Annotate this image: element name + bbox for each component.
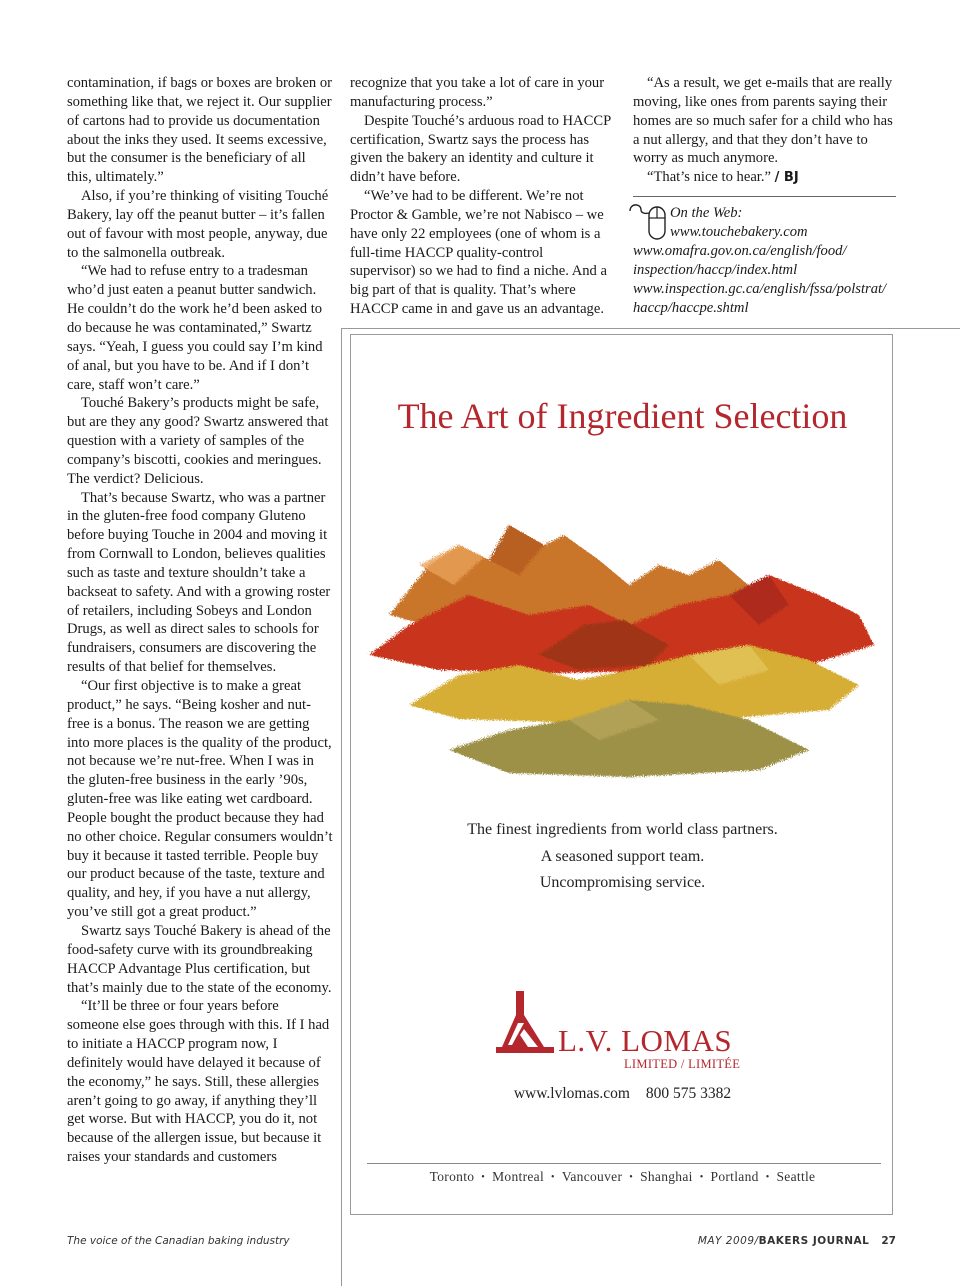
- footer-folio: [698, 1235, 896, 1247]
- web-link-continued[interactable]: inspection/haccp/index.html: [633, 261, 798, 278]
- web-link[interactable]: www.touchebakery.com: [670, 223, 808, 240]
- city-name: Montreal: [492, 1169, 544, 1184]
- web-link[interactable]: www.inspection.gc.ca/english/fssa/polstrat/: [633, 280, 887, 297]
- article-paragraph: “We had to refuse entry to a tradesman who’d just eaten a peanut butter sandwich. He couldn’t do the work he’d been asked to do because he was contaminated,” Swartz says. “Yeah, I guess you could say I’m kind of anal, but you have to be. And if I don’t care, staff won’t care.”: [67, 263, 323, 393]
- lv-lomas-flask-logo-icon: [494, 989, 556, 1055]
- column-divider: [341, 328, 342, 1286]
- ad-contact: [351, 1085, 894, 1103]
- brand-name: L.V. LOMAS: [558, 1023, 733, 1058]
- city-name: Shanghai: [640, 1169, 693, 1184]
- article-paragraph: “We’ve had to be different. We’re not Proctor & Gamble, we’re not Nabisco – we have only 22 employees (one of whom is a full-time HACCP quality-control supervisor) so we had to find a niche. And a big part of that is quality. That’s where HACCP came in and gave us an advantage.: [350, 188, 607, 318]
- article-paragraph: contamination, if bags or boxes are broken or something like that, we reject it. Our supplier of cartons had to provide us documentation about the inks they used. It seems excessive, but the consumer is the beneficiary of all this, ultimately.”: [67, 75, 333, 186]
- city-separator: •: [699, 1172, 704, 1183]
- city-separator: •: [481, 1172, 486, 1183]
- ad-headline: The Art of Ingredient Selection: [397, 396, 848, 436]
- ad-phone: 800 575 3382: [645, 1085, 732, 1102]
- article-column-1: [67, 74, 333, 1167]
- article-column-3: [633, 74, 899, 188]
- ad-divider: [367, 1163, 881, 1164]
- footer-tagline: The voice of the Canadian baking industry: [67, 1235, 290, 1247]
- city-name: Portland: [710, 1169, 759, 1184]
- article-paragraph: Despite Touché’s arduous road to HACCP certification, Swartz says the process has given the bakery an identity and culture it didn’t have before.: [350, 112, 611, 186]
- issue-date: MAY 2009/: [697, 1235, 759, 1247]
- article-paragraph: Touché Bakery’s products might be safe, but are they any good? Swartz answered that question with a variety of samples of the company’s biscotti, cookies and meringues. The verdict? Delicious.: [67, 395, 329, 487]
- ad-cities: [351, 1169, 894, 1185]
- sidebar-rule: [633, 196, 896, 197]
- article-paragraph: Swartz says Touché Bakery is ahead of the food-safety curve with its groundbreaking HACCP Advantage Plus certification, but that’s mainly due to the state of the economy.: [67, 922, 332, 996]
- ad-website-link[interactable]: www.lvlomas.com: [513, 1085, 630, 1102]
- web-link-continued[interactable]: haccp/haccpe.shtml: [633, 299, 749, 316]
- author-signature: / BJ: [774, 170, 799, 186]
- city-name: Vancouver: [561, 1169, 623, 1184]
- city-name: Seattle: [776, 1169, 816, 1184]
- city-name: Toronto: [429, 1169, 475, 1184]
- advertisement[interactable]: [350, 334, 893, 1215]
- article-paragraph: “Our first objective is to make a great product,” he says. “Being kosher and nut-free is a bonus. The reason we are getting into more places is the quality of the product, not because we’re nut-free. When I was in the gluten-free business in the early ’90s, gluten-free was like eating wet cardboard. People bought the product because they had no other choice. Regular consumers wouldn’t buy it because it tasted terrible. People buy our product because of the taste, texture and quality, and hey, if you have a nut allergy, you’ve still got a great product.”: [67, 678, 333, 921]
- city-separator: •: [629, 1172, 634, 1183]
- on-the-web-links: [633, 204, 903, 317]
- ad-top-divider: [341, 328, 960, 329]
- article-paragraph: “That’s nice to hear.” / BJ: [647, 169, 799, 186]
- article-paragraph: That’s because Swartz, who was a partner in the gluten-free food company Gluteno before buying Touche in 2004 and moving it from Cornwall to London, believes qualities such as taste and texture shouldn’t take a backseat to safety. And with a growing roster of retailers, including Sobeys and London Drugs, as well as direct sales to schools for fundraisers, consumers are discovering the results of that belief for themselves.: [67, 489, 331, 676]
- article-paragraph: Also, if you’re thinking of visiting Touché Bakery, lay off the peanut butter – it’s fallen out of favour with most people, anyway, due to the salmonella outbreak.: [67, 188, 329, 261]
- web-link[interactable]: www.omafra.gov.on.ca/english/food/: [633, 242, 847, 259]
- on-the-web-heading: On the Web:: [670, 205, 743, 221]
- spice-mountains-illustration: [359, 505, 884, 805]
- page-number: 27: [881, 1235, 896, 1247]
- article-paragraph: “It’ll be three or four years before someone else goes through with this. If I had to initiate a HACCP program now, I definitely would have delayed it because of the economy,” he says. Still, these allergies aren’t going to go away, if anything they’ll get worse. But with HACCP, you do it, not because of the allergen issue, but because it raises your standards and customers: [67, 998, 330, 1166]
- city-separator: •: [551, 1172, 555, 1183]
- article-paragraph: recognize that you take a lot of care in your manufacturing process.”: [350, 75, 605, 110]
- article-column-2: [350, 74, 612, 319]
- publication-name: BAKERS JOURNAL: [758, 1235, 870, 1247]
- ad-tagline: The finest ingredients from world class partners. A seasoned support team. Uncompromising service.: [467, 821, 778, 891]
- city-separator: •: [765, 1172, 770, 1183]
- article-paragraph: “As a result, we get e-mails that are really moving, like ones from parents saying their homes are so much safer for a child who has a nut allergy, and that they don’t have to worry as much anymore.: [633, 75, 893, 167]
- brand-subtitle: LIMITED / LIMITÉE: [624, 1057, 741, 1071]
